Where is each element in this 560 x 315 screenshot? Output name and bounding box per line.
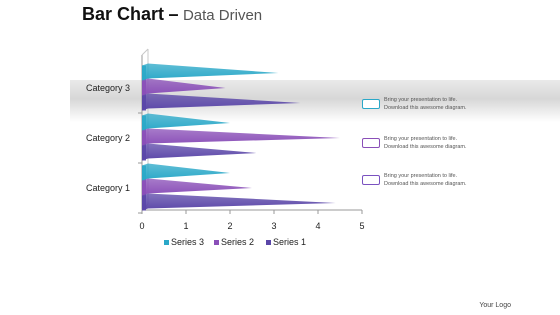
- note-1-line-2: Download this awesome diagram.: [384, 104, 467, 111]
- bar-base-series-2-category-3: [142, 81, 146, 96]
- legend-swatch-series-1: [266, 240, 271, 245]
- legend-swatch-series-2: [214, 240, 219, 245]
- title-dash: –: [168, 4, 179, 24]
- title-main: Bar Chart: [82, 4, 165, 24]
- x-tick-label-3: 3: [271, 221, 277, 231]
- bar-series-3-category-1: [142, 164, 230, 181]
- note-2-line-2: Download this awesome diagram.: [384, 143, 467, 150]
- title-subtitle: Data Driven: [182, 7, 263, 24]
- bar-base-series-1-category-1: [142, 196, 146, 211]
- bar-base-series-2-category-2: [142, 131, 146, 146]
- wall-top-line: [142, 49, 148, 55]
- bar-base-series-2-category-1: [142, 181, 146, 196]
- bar-base-series-3-category-3: [142, 66, 146, 81]
- bar-base-series-1-category-3: [142, 96, 146, 111]
- bar-series-1-category-2: [142, 144, 256, 161]
- note-3-line-2: Download this awesome diagram.: [384, 180, 467, 187]
- bar-base-series-1-category-2: [142, 146, 146, 161]
- category-label-2: Category 2: [85, 133, 130, 143]
- x-tick-label-2: 2: [227, 221, 233, 231]
- bar-series-2-category-3: [142, 79, 226, 96]
- x-tick-label-4: 4: [315, 221, 321, 231]
- note-1-line-1: Bring your presentation to life.: [384, 97, 458, 103]
- bar-series-1-category-3: [142, 94, 300, 111]
- bar-series-2-category-1: [142, 179, 252, 196]
- x-tick-label-0: 0: [139, 221, 145, 231]
- note-2-box: [362, 138, 380, 148]
- bar-base-series-3-category-2: [142, 116, 146, 131]
- category-label-1: Category 1: [85, 183, 130, 193]
- note-2-line-1: Bring your presentation to life.: [384, 136, 458, 142]
- bar-series-3-category-3: [142, 64, 278, 81]
- note-3-line-1: Bring your presentation to life.: [384, 173, 458, 179]
- category-label-3: Category 3: [85, 83, 130, 93]
- x-tick-label-1: 1: [183, 221, 189, 231]
- x-tick-label-5: 5: [359, 221, 365, 231]
- footer-logo: Your Logo: [479, 302, 511, 309]
- legend-label-series-3: Series 3: [171, 237, 205, 247]
- note-1-box: [362, 99, 380, 109]
- note-3-box: [362, 175, 380, 185]
- legend-swatch-series-3: [164, 240, 169, 245]
- bar-base-series-3-category-1: [142, 166, 146, 181]
- legend-label-series-2: Series 2: [221, 237, 255, 247]
- legend-label-series-1: Series 1: [273, 237, 307, 247]
- bar-series-3-category-2: [142, 114, 230, 131]
- bar-series-1-category-1: [142, 194, 336, 211]
- bar-series-2-category-2: [142, 129, 340, 146]
